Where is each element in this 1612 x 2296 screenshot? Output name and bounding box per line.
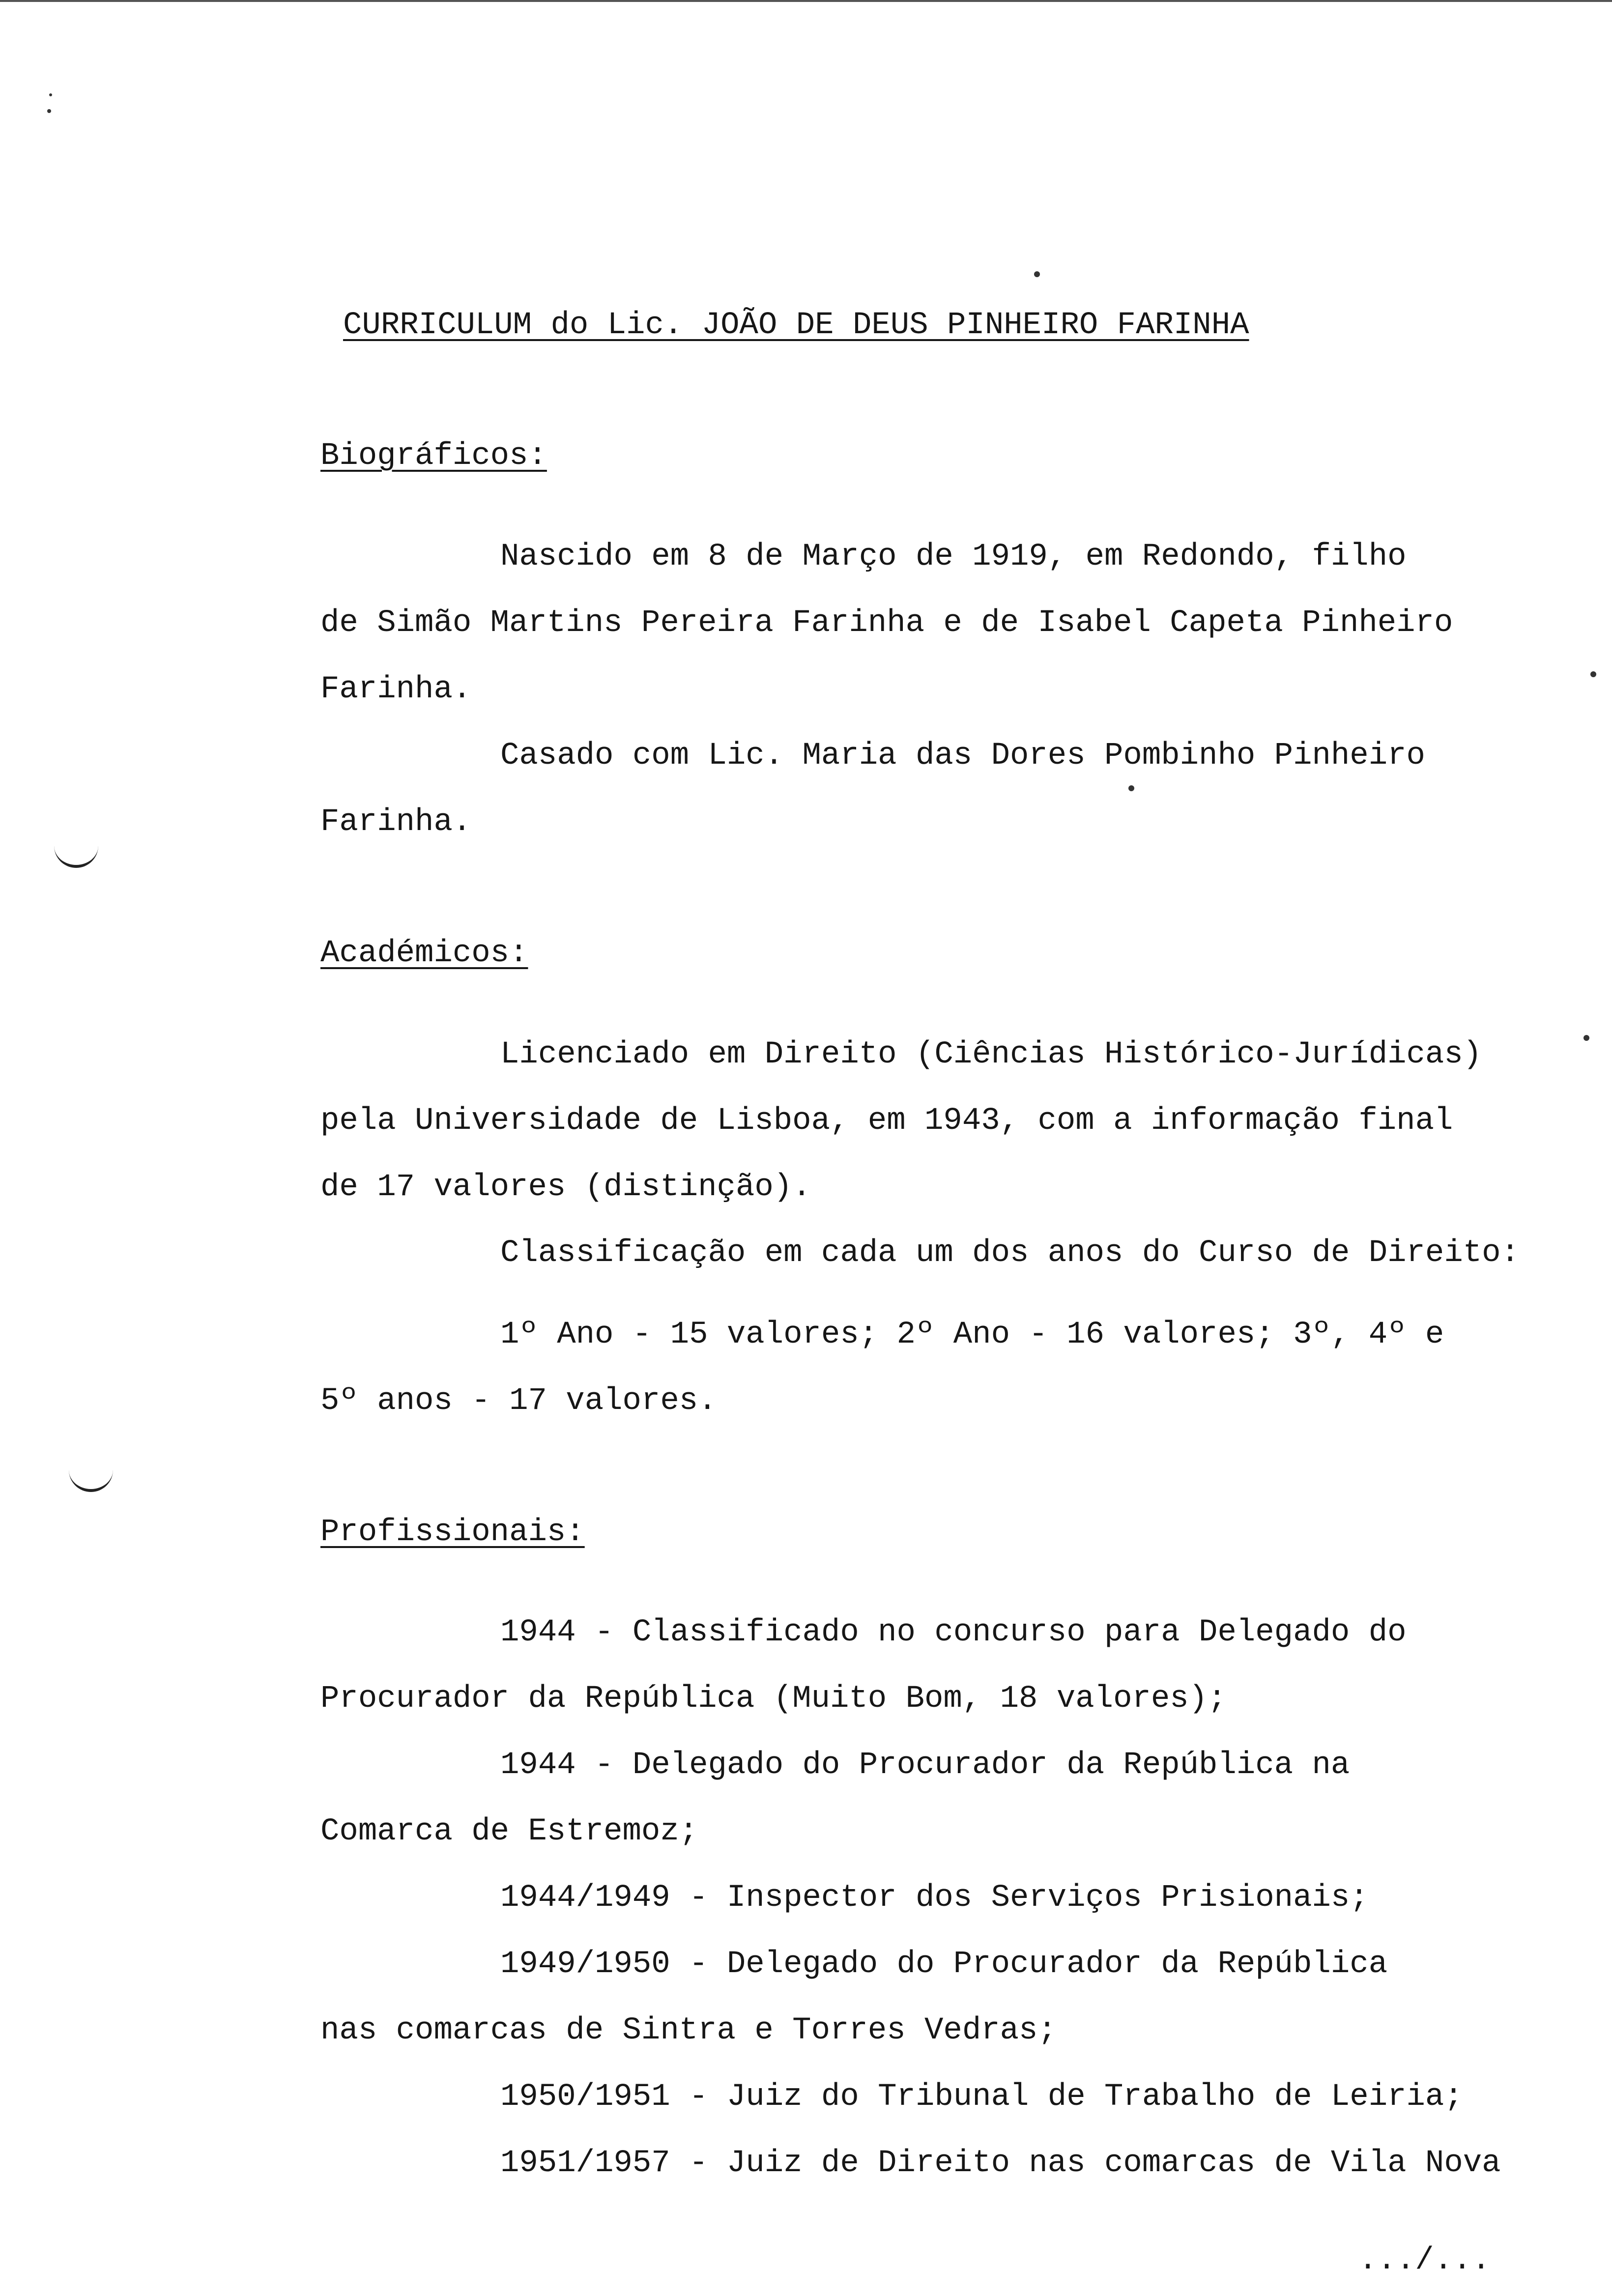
scan-speck <box>49 93 52 96</box>
profissionais-line: 1951/1957 - Juiz de Direito nas comarcas de Vila Nova <box>500 2146 1501 2181</box>
profissionais-line: Procurador da República (Muito Bom, 18 valores); <box>320 1681 1227 1717</box>
profissionais-line: 1944 - Delegado do Procurador da República na <box>500 1748 1350 1783</box>
top-rule <box>0 0 1612 2</box>
profissionais-line: 1944 - Classificado no concurso para Delegado do <box>500 1615 1407 1650</box>
scan-speck <box>1583 1035 1589 1041</box>
biograficos-line: Farinha. <box>320 672 472 707</box>
profissionais-line: 1944/1949 - Inspector dos Serviços Prisionais; <box>500 1880 1369 1916</box>
profissionais-line: nas comarcas de Sintra e Torres Vedras; <box>320 2013 1057 2048</box>
scan-speck <box>47 109 51 113</box>
margin-mark <box>69 1464 113 1492</box>
section-heading-academicos: Académicos: <box>320 936 528 971</box>
profissionais-line: 1949/1950 - Delegado do Procurador da República <box>500 1947 1388 1982</box>
continuation-mark: .../... <box>1358 2243 1491 2278</box>
biograficos-line: de Simão Martins Pereira Farinha e de Isabel Capeta Pinheiro <box>320 605 1453 641</box>
academicos-line: Classificação em cada um dos anos do Curso de Direito: <box>500 1235 1520 1271</box>
scan-speck <box>1590 671 1596 677</box>
section-heading-biograficos: Biográficos: <box>320 438 547 474</box>
biograficos-line: Nascido em 8 de Março de 1919, em Redondo, filho <box>500 539 1407 574</box>
biograficos-line: Farinha. <box>320 804 472 840</box>
academicos-line: 5º anos - 17 valores. <box>320 1383 717 1419</box>
academicos-line: de 17 valores (distinção). <box>320 1170 811 1205</box>
section-heading-profissionais: Profissionais: <box>320 1515 585 1550</box>
document-title: CURRICULUM do Lic. JOÃO DE DEUS PINHEIRO FARINHA <box>343 308 1249 343</box>
academicos-line: Licenciado em Direito (Ciências Histórico-Jurídicas) <box>500 1037 1482 1072</box>
scan-speck <box>1034 271 1040 277</box>
profissionais-line: Comarca de Estremoz; <box>320 1814 698 1849</box>
academicos-line: 1º Ano - 15 valores; 2º Ano - 16 valores; 3º, 4º e <box>500 1317 1444 1352</box>
biograficos-line: Casado com Lic. Maria das Dores Pombinho Pinheiro <box>500 738 1425 774</box>
scan-speck <box>1128 785 1134 791</box>
academicos-line: pela Universidade de Lisboa, em 1943, com a informação final <box>320 1103 1453 1139</box>
profissionais-line: 1950/1951 - Juiz do Tribunal de Trabalho de Leiria; <box>500 2079 1463 2115</box>
margin-mark <box>54 845 98 868</box>
